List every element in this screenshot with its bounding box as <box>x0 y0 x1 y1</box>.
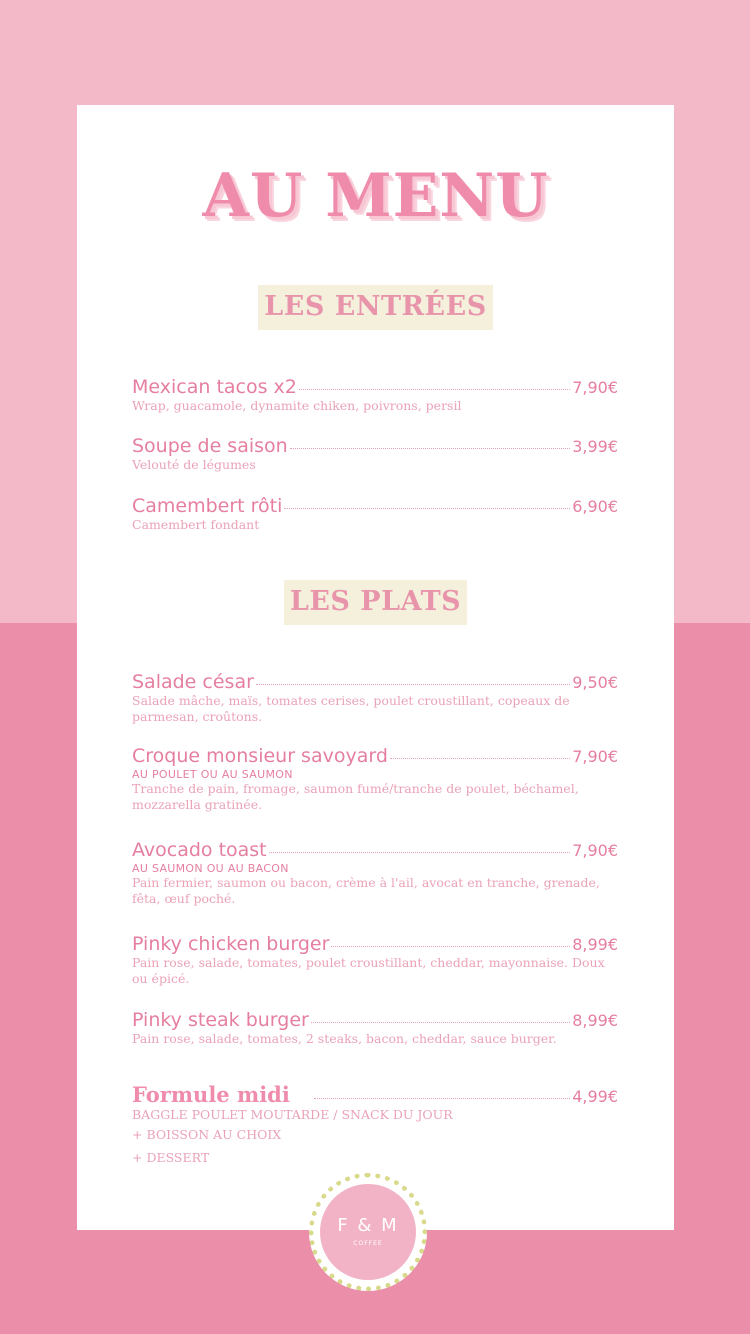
section-title-entrees <box>77 285 674 330</box>
dot-leader <box>269 851 571 853</box>
menu-item-croque-monsieur <box>132 745 618 813</box>
dot-leader <box>331 945 570 947</box>
dot-leader <box>284 507 570 509</box>
dot-leader <box>311 1021 570 1023</box>
item-price: 6,90€ <box>572 497 618 516</box>
menu-item-salade-cesar <box>132 671 618 725</box>
item-description: Salade mâche, maïs, tomates cerises, poulet croustillant, copeaux de parmesan, croûtons. <box>132 693 570 724</box>
item-price: 9,50€ <box>572 673 618 692</box>
item-name: Mexican tacos x2 <box>132 376 297 398</box>
logo-main-text: F & M <box>337 1215 399 1236</box>
item-subtitle: AU SAUMON OU AU BACON <box>132 862 289 875</box>
item-description: Velouté de légumes <box>132 457 256 472</box>
section-title-plats <box>77 580 674 625</box>
menu-item-formule-midi <box>132 1082 618 1169</box>
item-price: 7,90€ <box>572 378 618 397</box>
section-heading: LES ENTRÉES <box>258 285 492 330</box>
item-name: Croque monsieur savoyard <box>132 745 388 767</box>
item-name: Salade césar <box>132 671 254 693</box>
item-name: Pinky steak burger <box>132 1009 309 1031</box>
item-name: Avocado toast <box>132 839 267 861</box>
dot-leader <box>314 1097 570 1099</box>
item-price: 8,99€ <box>572 935 618 954</box>
menu-item-mexican-tacos <box>132 376 618 414</box>
item-description: Tranche de pain, fromage, saumon fumé/tranche de poulet, béchamel, mozzarella gratinée. <box>132 781 579 812</box>
item-name: Pinky chicken burger <box>132 933 330 955</box>
formule-price: 4,99€ <box>572 1087 618 1106</box>
item-description: Wrap, guacamole, dynamite chiken, poivrons, persil <box>132 398 462 413</box>
section-heading: LES PLATS <box>284 580 467 625</box>
item-name: Soupe de saison <box>132 435 288 457</box>
menu-item-pinky-steak-burger <box>132 1009 618 1047</box>
item-price: 8,99€ <box>572 1011 618 1030</box>
dot-leader <box>290 447 570 449</box>
dot-leader <box>390 757 570 759</box>
item-price: 3,99€ <box>572 437 618 456</box>
dot-leader <box>256 683 570 685</box>
item-description: Pain rose, salade, tomates, poulet croustillant, cheddar, mayonnaise. Doux ou épicé. <box>132 955 605 986</box>
brand-logo <box>309 1173 427 1291</box>
menu-item-camembert <box>132 495 618 533</box>
menu-title: AU MENU <box>202 161 549 231</box>
formule-name: Formule midi <box>132 1082 290 1107</box>
item-name: Camembert rôti <box>132 495 283 517</box>
menu-item-soupe <box>132 435 618 473</box>
formule-line: BAGGLE POULET MOUTARDE / SNACK DU JOUR <box>132 1107 453 1122</box>
menu-card <box>77 105 674 1230</box>
logo-sub-text: COFFEE <box>353 1240 383 1247</box>
item-subtitle: AU POULET OU AU SAUMON <box>132 768 293 781</box>
dot-leader <box>299 388 570 390</box>
item-price: 7,90€ <box>572 747 618 766</box>
item-description: Camembert fondant <box>132 517 260 532</box>
menu-item-pinky-chicken-burger <box>132 933 618 987</box>
item-price: 7,90€ <box>572 841 618 860</box>
logo-badge <box>320 1184 416 1280</box>
item-description: Pain fermier, saumon ou bacon, crème à l'ail, avocat en tranche, grenade, fêta, œuf poché. <box>132 875 600 906</box>
formule-line: + BOISSON AU CHOIX <box>132 1127 282 1142</box>
item-description: Pain rose, salade, tomates, 2 steaks, bacon, cheddar, sauce burger. <box>132 1031 557 1046</box>
formule-line: + DESSERT <box>132 1150 210 1165</box>
menu-item-avocado-toast <box>132 839 618 907</box>
